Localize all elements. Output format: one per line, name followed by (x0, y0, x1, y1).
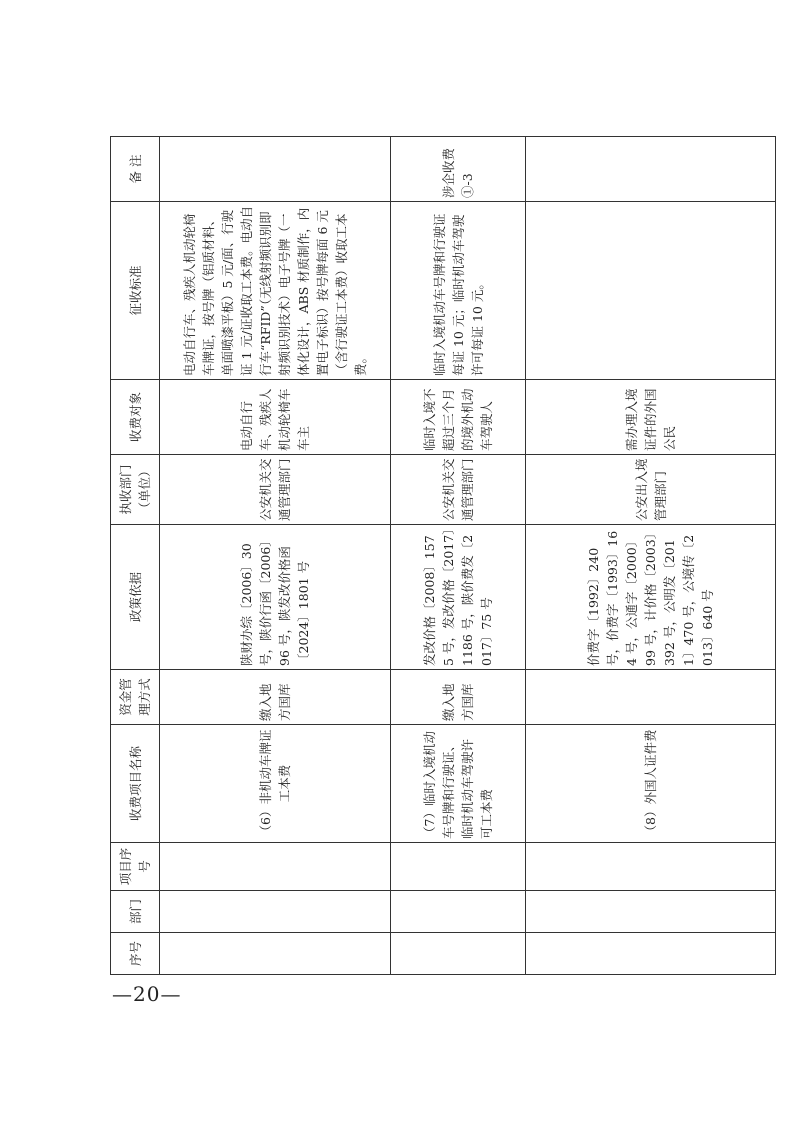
header-note: 备 注 (111, 137, 160, 202)
cell-fund-management: 缴入地方国库 (391, 670, 526, 725)
cell-fee-standard: 临时入境机动车号牌和行驶证每证 10 元；临时机动车驾驶许可每证 10 元。 (391, 202, 526, 380)
cell-seq (391, 933, 526, 975)
cell-item-no (160, 843, 391, 891)
cell-collecting-agency: 公安机关交通管理部门 (391, 455, 526, 525)
cell-item-no (526, 843, 776, 891)
cell-fee-payer: 需办理入境证件的外国公民 (526, 380, 776, 455)
cell-dept (526, 891, 776, 933)
cell-dept (160, 891, 391, 933)
header-seq: 序号 (111, 933, 160, 975)
cell-fee-name: （8）外国人证件费 (526, 725, 776, 843)
header-dept: 部门 (111, 891, 160, 933)
header-fee-name: 收费项目名称 (111, 725, 160, 843)
header-fee-standard: 征收标准 (111, 202, 160, 380)
header-collecting-agency: 执收部门（单位） (111, 455, 160, 525)
cell-fee-standard: 电动自行车、残疾人机动轮椅车牌证，按号牌（铝质材料、单面喷漆平板）5 元/面、行驶证 1 元/证收取工本费。电动自行车“RFID”（无线射频识别即射频识别技术）电子号牌（一体化设计，ABS 材质制作，内置电子标识）按号牌每面 6 元（含行驶证工本费）收取工本费。 (160, 202, 391, 380)
cell-policy-basis: 发改价格〔2008〕1575 号，发改价格〔2017〕1186 号，陕价费发〔2017〕75 号 (391, 525, 526, 670)
header-fee-payer: 收费对象 (111, 380, 160, 455)
cell-fee-standard (526, 202, 776, 380)
cell-fee-payer: 电动自行车、残疾人机动轮椅车车主 (160, 380, 391, 455)
cell-fund-management: 缴入地方国库 (160, 670, 391, 725)
cell-collecting-agency: 公安机关交通管理部门 (160, 455, 391, 525)
rotated-table-page (110, 147, 776, 975)
cell-fee-name: （6）非机动车牌证工本费 (160, 725, 391, 843)
cell-item-no (391, 843, 526, 891)
table-row (391, 137, 526, 975)
cell-policy-basis: 陕财办综〔2006〕30 号，陕价行函〔2006〕96 号，陕发改价格函〔2024〕1801 号 (160, 525, 391, 670)
cell-collecting-agency: 公安出入境管理部门 (526, 455, 776, 525)
table-row (160, 137, 391, 975)
cell-note (526, 137, 776, 202)
fee-table (110, 136, 776, 975)
cell-fee-payer: 临时入境不超过三个月的境外机动车驾驶人 (391, 380, 526, 455)
cell-seq (526, 933, 776, 975)
cell-note (160, 137, 391, 202)
cell-fund-management (526, 670, 776, 725)
header-policy-basis: 政策依据 (111, 525, 160, 670)
header-fund-management: 资金管理方式 (111, 670, 160, 725)
cell-note: 涉企收费①-3 (391, 137, 526, 202)
cell-policy-basis: 价费字〔1992〕240 号，价费字〔1993〕164 号，公通字〔2000〕99 号，计价格〔2003〕392 号，公明发〔2011〕470 号，公境传〔2013〕640 号 (526, 525, 776, 670)
cell-seq (160, 933, 391, 975)
header-row (111, 137, 160, 975)
cell-fee-name: （7）临时入境机动车号牌和行驶证、临时机动车驾驶许可工本费 (391, 725, 526, 843)
table-row (526, 137, 776, 975)
page-number: —20— (112, 982, 182, 1006)
cell-dept (391, 891, 526, 933)
header-item-no: 项目序号 (111, 843, 160, 891)
